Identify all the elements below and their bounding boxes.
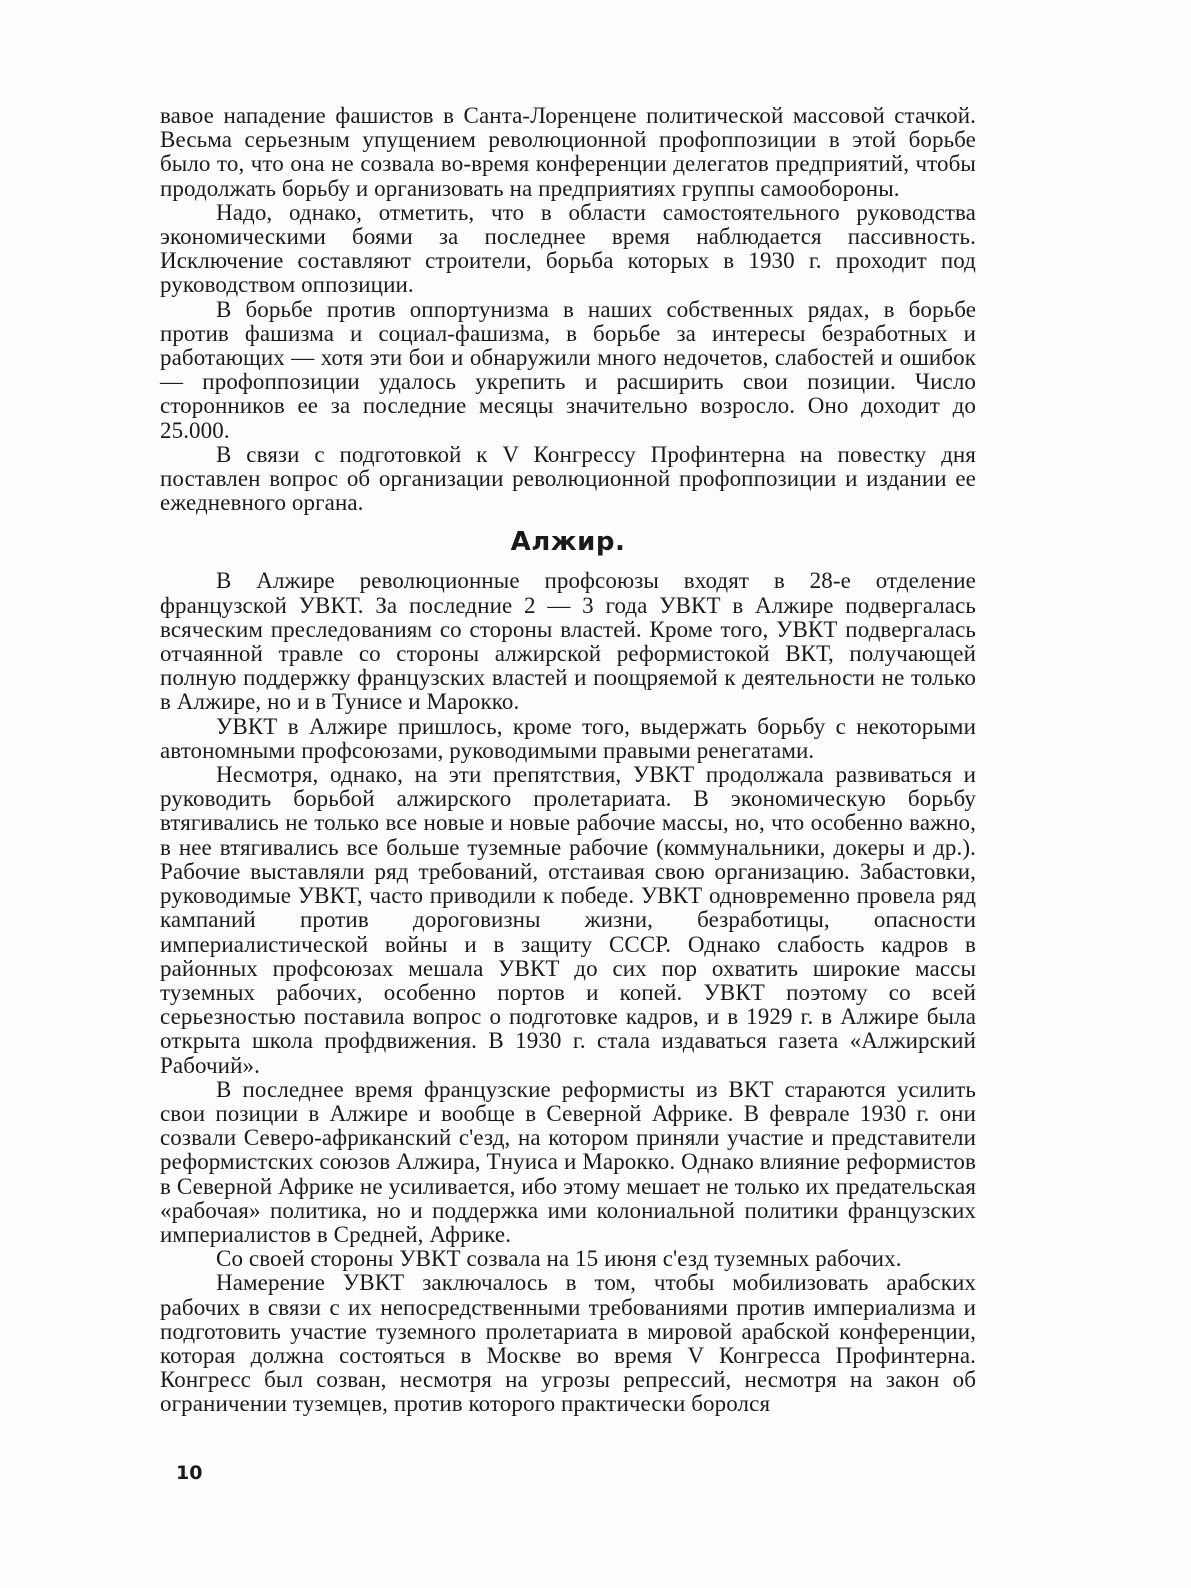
paragraph: В борьбе против оппортунизма в наших собственных рядах, в борьбе против фашизма и социал-фашизма, в борьбе за интересы безработных и работающих — хотя эти бои и обнаружили много недочетов, слабостей и ошибок — профоппозиции удалось укрепить и расширить свои позиции. Число сторонников ее за последние месяцы значительно возросло. Оно доходит до 25.000.: [160, 296, 976, 443]
page-number: 10: [176, 1462, 203, 1484]
paragraph: В Алжире революционные профсоюзы входят в 28-е отделение французской УВКТ. За последние 2 — 3 года УВКТ в Алжире подвергалась всяческим преследованиям со стороны властей. Кроме того, УВКТ подвергалась отчаянной травле со стороны алжирской реформистокой ВКТ, получающей полную поддержку французских властей и поощряемой к деятельности не только в Алжире, но и в Тунисе и Марокко.: [160, 568, 976, 715]
body-text: [160, 104, 976, 1417]
paragraph: В последнее время французские реформисты из ВКТ стараются усилить свои позиции в Алжире и вообще в Северной Африке. В феврале 1930 г. они созвали Северо-африканский с'езд, на котором приняли участие и представители реформистских союзов Алжира, Тнуиса и Марокко. Однако влияние реформистов в Северной Африке не усиливается, ибо этому мешает не только их предательская «рабочая» политика, но и поддержка ими колониальной политики французских империалистов в Средней, Африке.: [160, 1076, 976, 1247]
paragraph: В связи с подготовкой к V Конгрессу Профинтерна на повестку дня поставлен вопрос об организации революционной профоппозиции и издании ее ежедневного органа.: [160, 441, 976, 516]
paragraph: Намерение УВКТ заключалось в том, чтобы мобилизовать арабских рабочих в связи с их непосредственными требованиями против империализма и подготовить участие туземного пролетариата в мировой арабской конференции, которая должна состояться в Москве во время V Конгресса Профинтерна. Конгресс был созван, несмотря на угрозы репрессий, несмотря на закон об ограничении туземцев, против которого практически боролся: [160, 1270, 976, 1417]
paragraph: Со своей стороны УВКТ созвала на 15 июня с'езд туземных рабочих.: [216, 1246, 902, 1272]
paragraph: Надо, однако, отметить, что в области самостоятельного руководства экономическими боями за последнее время наблюдается пассивность. Исключение составляют строители, борьба которых в 1930 г. проходит под руководством оппозиции.: [160, 199, 976, 298]
paragraph: УВКТ в Алжире пришлось, кроме того, выдержать борьбу с некоторыми автономными профсоюзами, руководимыми правыми ренегатами.: [160, 713, 976, 763]
section-title: Алжир.: [510, 527, 626, 558]
paragraph: Несмотря, однако, на эти препятствия, УВКТ продолжала развиваться и руководить борьбой алжирского пролетариата. В экономическую борьбу втягивались не только все новые и новые рабочие массы, но, что особенно важно, в нее втягивались все больше туземные рабочие (коммунальники, докеры и др.). Рабочие выставляли ряд требований, отстаивая свою организацию. Забастовки, руководимые УВКТ, часто приводили к победе. УВКТ одновременно провела ряд кампаний против дороговизны жизни, безработицы, опасности империалистической войны и в защиту СССР. Однако слабость кадров в районных профсоюзах мешала УВКТ до сих пор охватить широкие массы туземных рабочих, особенно портов и копей. УВКТ поэтому со всей серьезностью поставила вопрос о подготовке кадров, и в 1929 г. в Алжире была открыта школа профдвижения. В 1930 г. стала издаваться газета «Алжирский Рабочий».: [160, 762, 976, 1078]
paragraph-continued: вавое нападение фашистов в Санта-Лоренцене политической массовой стачкой. Весьма серьезным упущением революционной профоппозиции в этой борьбе было то, что она не созвала во-время конференции делегатов предприятий, чтобы продолжать борьбу и организовать на предприятиях группы самообороны.: [160, 103, 976, 201]
